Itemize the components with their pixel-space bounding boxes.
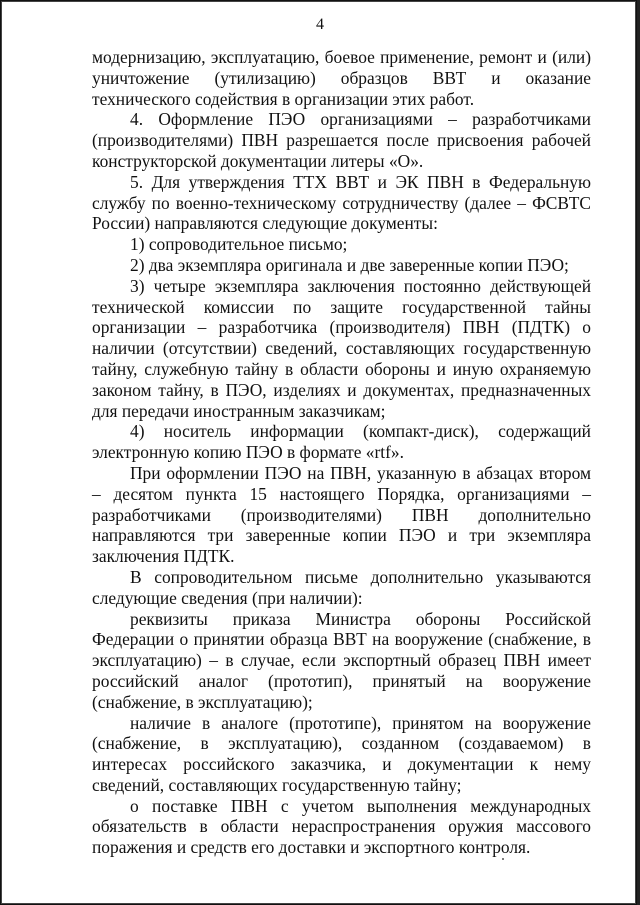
paragraph-item-4: 4. Оформление ПЭО организациями – разработчиками (производителями) ПВН разрешается после присвоения рабочей конструкторской документации литеры «О». bbox=[92, 109, 591, 171]
paragraph-continuation: модернизацию, эксплуатацию, боевое применение, ремонт и (или) уничтожение (утилизацию) образцов ВВТ и оказание технического содействия в организации этих работ. bbox=[92, 47, 591, 109]
paragraph-state-secret: наличие в аналоге (прототипе), принятом на вооружение (снабжение, в эксплуатацию), созданном (создаваемом) в интересах российского заказчика, и документации к нему сведений, составляющих государственную тайну; bbox=[92, 712, 591, 795]
paragraph-item-5: 5. Для утверждения ТТХ ВВТ и ЭК ПВН в Федеральную службу по военно-техническому сотрудничеству (далее – ФСВТС России) направляются следующие документы: bbox=[92, 171, 591, 234]
page-number: 4 bbox=[316, 16, 324, 33]
paragraph-international-obligations: о поставке ПВН с учетом выполнения международных обязательств в области нераспространения оружия массового поражения и средств его доставки и экспортного контроля. bbox=[92, 795, 591, 858]
list-item-1: 1) сопроводительное письмо; bbox=[130, 234, 348, 255]
list-item-3: 3) четыре экземпляра заключения постоянно действующей технической комиссии по защите государственной тайны организации – разработчика (производителя) ПВН (ПДТК) о наличии (отсутствии) сведений, составляющих государственную тайну, служебную тайну в области обороны и иную охраняемую законом тайну, в ПЭО, изделиях и документах, предназначенных для передачи иностранным заказчикам; bbox=[92, 275, 591, 421]
paragraph-cover-letter: В сопроводительном письме дополнительно указываются следующие сведения (при наличии): bbox=[92, 566, 591, 608]
scan-speck bbox=[502, 858, 504, 860]
paragraph-additional-copies: При оформлении ПЭО на ПВН, указанную в абзацах втором – десятом пункта 15 настоящего Порядка, организациями – разработчиками (производителями) ПВН дополнительно направляются три заверенные копии ПЭО и три экземпляра заключения ПДТК. bbox=[92, 462, 591, 567]
list-item-2: 2) два экземпляра оригинала и две заверенные копии ПЭО; bbox=[130, 254, 569, 275]
paragraph-order-details: реквизиты приказа Министра обороны Российской Федерации о принятии образца ВВТ на вооружение (снабжение, в эксплуатацию) – в случае, если экспортный образец ПВН имеет российский аналог (прототип), принятый на вооружение (снабжение, в эксплуатацию); bbox=[92, 608, 591, 712]
list-item-4: 4) носитель информации (компакт-диск), содержащий электронную копию ПЭО в формате «rtf». bbox=[92, 421, 591, 463]
document-body bbox=[92, 47, 591, 858]
